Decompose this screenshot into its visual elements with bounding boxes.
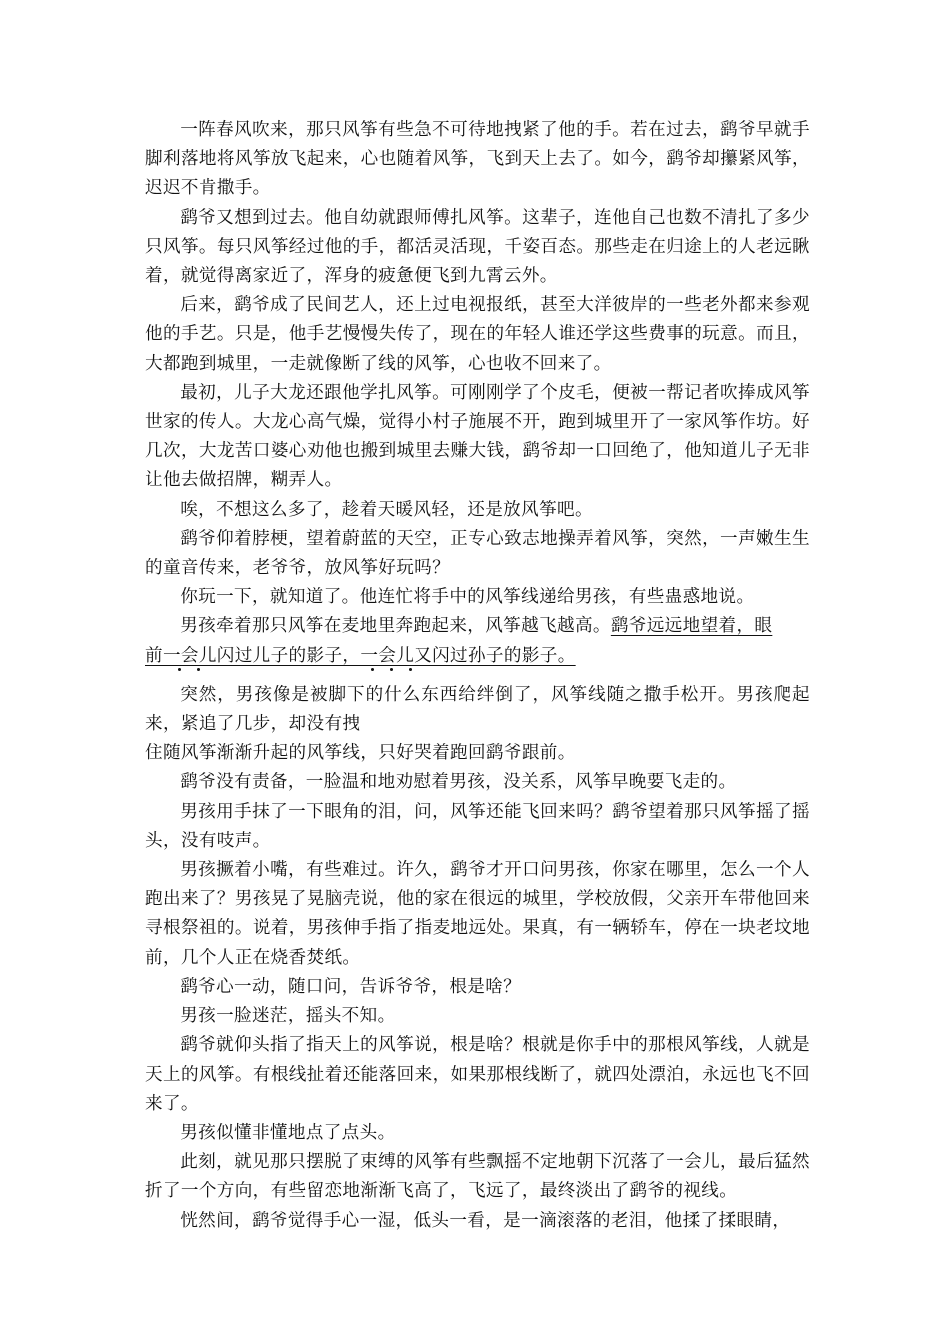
paragraph: 后来，鹞爷成了民间艺人，还上过电视报纸，甚至大洋彼岸的一些老外都来参观他的手艺。只是，他手艺慢慢失传了，现在的年轻人谁还学这些费事的玩意。而且，大都跑到城里，一走就像断了线的风筝，心也收不回来了。 bbox=[145, 295, 810, 374]
paragraph: 鹞爷心一动，随口问，告诉爷爷，根是啥？ bbox=[180, 976, 522, 997]
paragraph: 最初，儿子大龙还跟他学扎风筝。可刚刚学了个皮毛，便被一帮记者吹捧成风筝世家的传人。大龙心高气燥，觉得小村子施展不开，跑到城里开了一家风筝作坊。好几次，大龙苦口婆心劝他也搬到城里去赚大钱，鹞爷却一口回绝了，他知道儿子无非让他去做招牌，糊弄人。 bbox=[145, 382, 810, 491]
emphasis-dot bbox=[390, 668, 393, 671]
paragraph: 鹞爷没有责备，一脸温和地劝慰着男孩，没关系，风筝早晚要飞走的。 bbox=[180, 772, 737, 793]
paragraph: 你玩一下，就知道了。他连忙将手中的风筝线递给男孩，有些蛊惑地说。 bbox=[180, 587, 755, 608]
emphasis-dot bbox=[409, 668, 412, 671]
paragraph: 鹞爷仰着脖梗，望着蔚蓝的天空，正专心致志地操弄着风筝，突然，一声嫩生生的童音传来，老爷爷，放风筝好玩吗？ bbox=[145, 528, 810, 579]
underlined-sentence-part1: 鹞爷远远地望着，眼 bbox=[610, 616, 773, 637]
paragraph: 恍然间，鹞爷觉得手心一湿，低头一看，是一滴滚落的老泪，他揉了揉眼睛， bbox=[180, 1210, 791, 1231]
paragraph bbox=[145, 681, 810, 739]
paragraph-continuation: 住随风筝渐渐升起的风筝线，只好哭着跑回鹞爷跟前。 bbox=[145, 743, 576, 764]
paragraph: 男孩撅着小嘴，有些难过。许久，鹞爷才开口问男孩，你家在哪里，怎么一个人跑出来了？男孩晃了晃脑壳说，他的家在很远的城里，学校放假，父亲开车带他回来寻根祭祖的。说着，男孩伸手指了指麦地远处。果真，有一辆轿车，停在一块老坟地前，几个人正在烧香焚纸。 bbox=[145, 860, 810, 968]
paragraph-line: 突然，男孩像是被脚下的什么东西给绊倒了，风筝线随之撒手松开。男孩爬起来，紧追了几步，却没有拽 bbox=[145, 684, 810, 735]
underlined-sentence-part2: 前一会儿闪过儿子的影子，一会儿又闪过孙子的影子。 bbox=[145, 645, 576, 666]
paragraph: 男孩似懂非懂地点了点头。 bbox=[180, 1122, 396, 1143]
paragraph: 鹞爷就仰头指了指天上的风筝说，根是啥？根就是你手中的那根风筝线，人就是天上的风筝。有根线扯着还能落回来，如果那根线断了，就四处漂泊，永远也飞不回来了。 bbox=[145, 1035, 810, 1114]
emphasis-dot bbox=[197, 668, 200, 671]
article-body bbox=[145, 116, 810, 1236]
paragraph: 唉，不想这么多了，趁着天暖风轻，还是放风筝吧。 bbox=[180, 499, 593, 520]
emphasis-dot bbox=[178, 668, 181, 671]
underlined-paragraph bbox=[145, 612, 810, 670]
paragraph: 男孩用手抹了一下眼角的泪，问，风筝还能飞回来吗？鹞爷望着那只风筝摇了摇头，没有吱声。 bbox=[145, 801, 810, 851]
paragraph: 一阵春风吹来，那只风筝有些急不可待地拽紧了他的手。若在过去，鹞爷早就手脚利落地将风筝放飞起来，心也随着风筝，飞到天上去了。如今，鹞爷却攥紧风筝，迟迟不肯撒手。 bbox=[145, 120, 810, 199]
emphasis-dot bbox=[371, 668, 374, 671]
paragraph-plain-text: 男孩牵着那只风筝在麦地里奔跑起来，风筝越飞越高。 bbox=[180, 616, 611, 637]
paragraph: 此刻，就见那只摆脱了束缚的风筝有些飘摇不定地朝下沉落了一会儿，最后猛然折了一个方向，有些留恋地渐渐飞高了，飞远了，最终淡出了鹞爷的视线。 bbox=[145, 1152, 810, 1202]
paragraph: 鹞爷又想到过去。他自幼就跟师傅扎风筝。这辈子，连他自己也数不清扎了多少只风筝。每只风筝经过他的手，都活灵活现，千姿百态。那些走在归途上的人老远瞅着，就觉得离家近了，浑身的疲惫便飞到九霄云外。 bbox=[145, 207, 810, 287]
paragraph: 男孩一脸迷茫，摇头不知。 bbox=[180, 1006, 396, 1027]
emphasis-dots bbox=[145, 671, 810, 681]
